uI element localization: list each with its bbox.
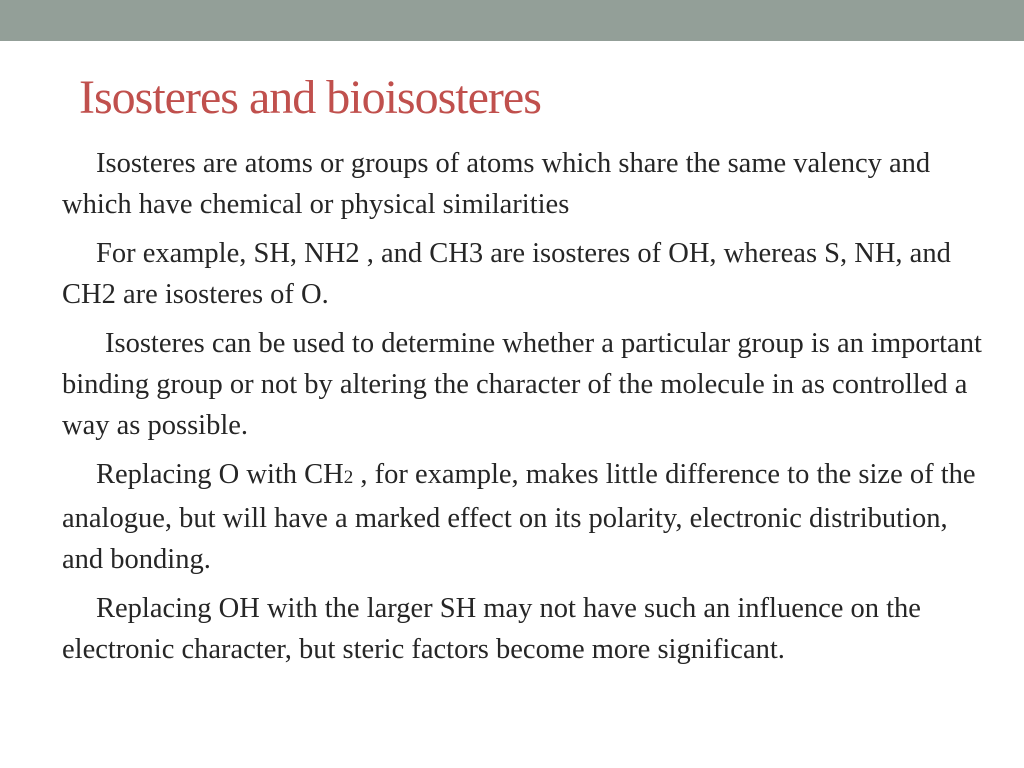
paragraph-isostere-definition: Isosteres are atoms or groups of atoms which share the same valency and which have chemical or physical similarities	[62, 148, 931, 220]
paragraph-isostere-examples: For example, SH, NH2 , and CH3 are isosteres of OH, whereas S, NH, and CH2 are isosteres of O.	[62, 238, 951, 310]
top-color-band	[0, 0, 1024, 41]
paragraph-replacing-o-text-before: Replacing O with CH	[96, 459, 344, 490]
paragraph-replacing-o-text-after: , for example, makes little difference to the size of the analogue, but will have a marked effect on its polarity, electronic distribution, and bonding.	[62, 459, 976, 575]
slide-body	[62, 143, 982, 678]
ch2-subscript: 2	[343, 467, 354, 488]
paragraph-replacing-oh-with-sh: Replacing OH with the larger SH may not have such an influence on the electronic character, but steric factors become more significant.	[62, 593, 921, 665]
paragraph-replacing-o-with-ch2	[62, 454, 982, 580]
paragraph-binding-group-use: Isosteres can be used to determine whether a particular group is an important binding group or not by altering the character of the molecule in as controlled a way as possible.	[62, 328, 982, 441]
slide-title: Isosteres and bioisosteres	[79, 71, 541, 124]
